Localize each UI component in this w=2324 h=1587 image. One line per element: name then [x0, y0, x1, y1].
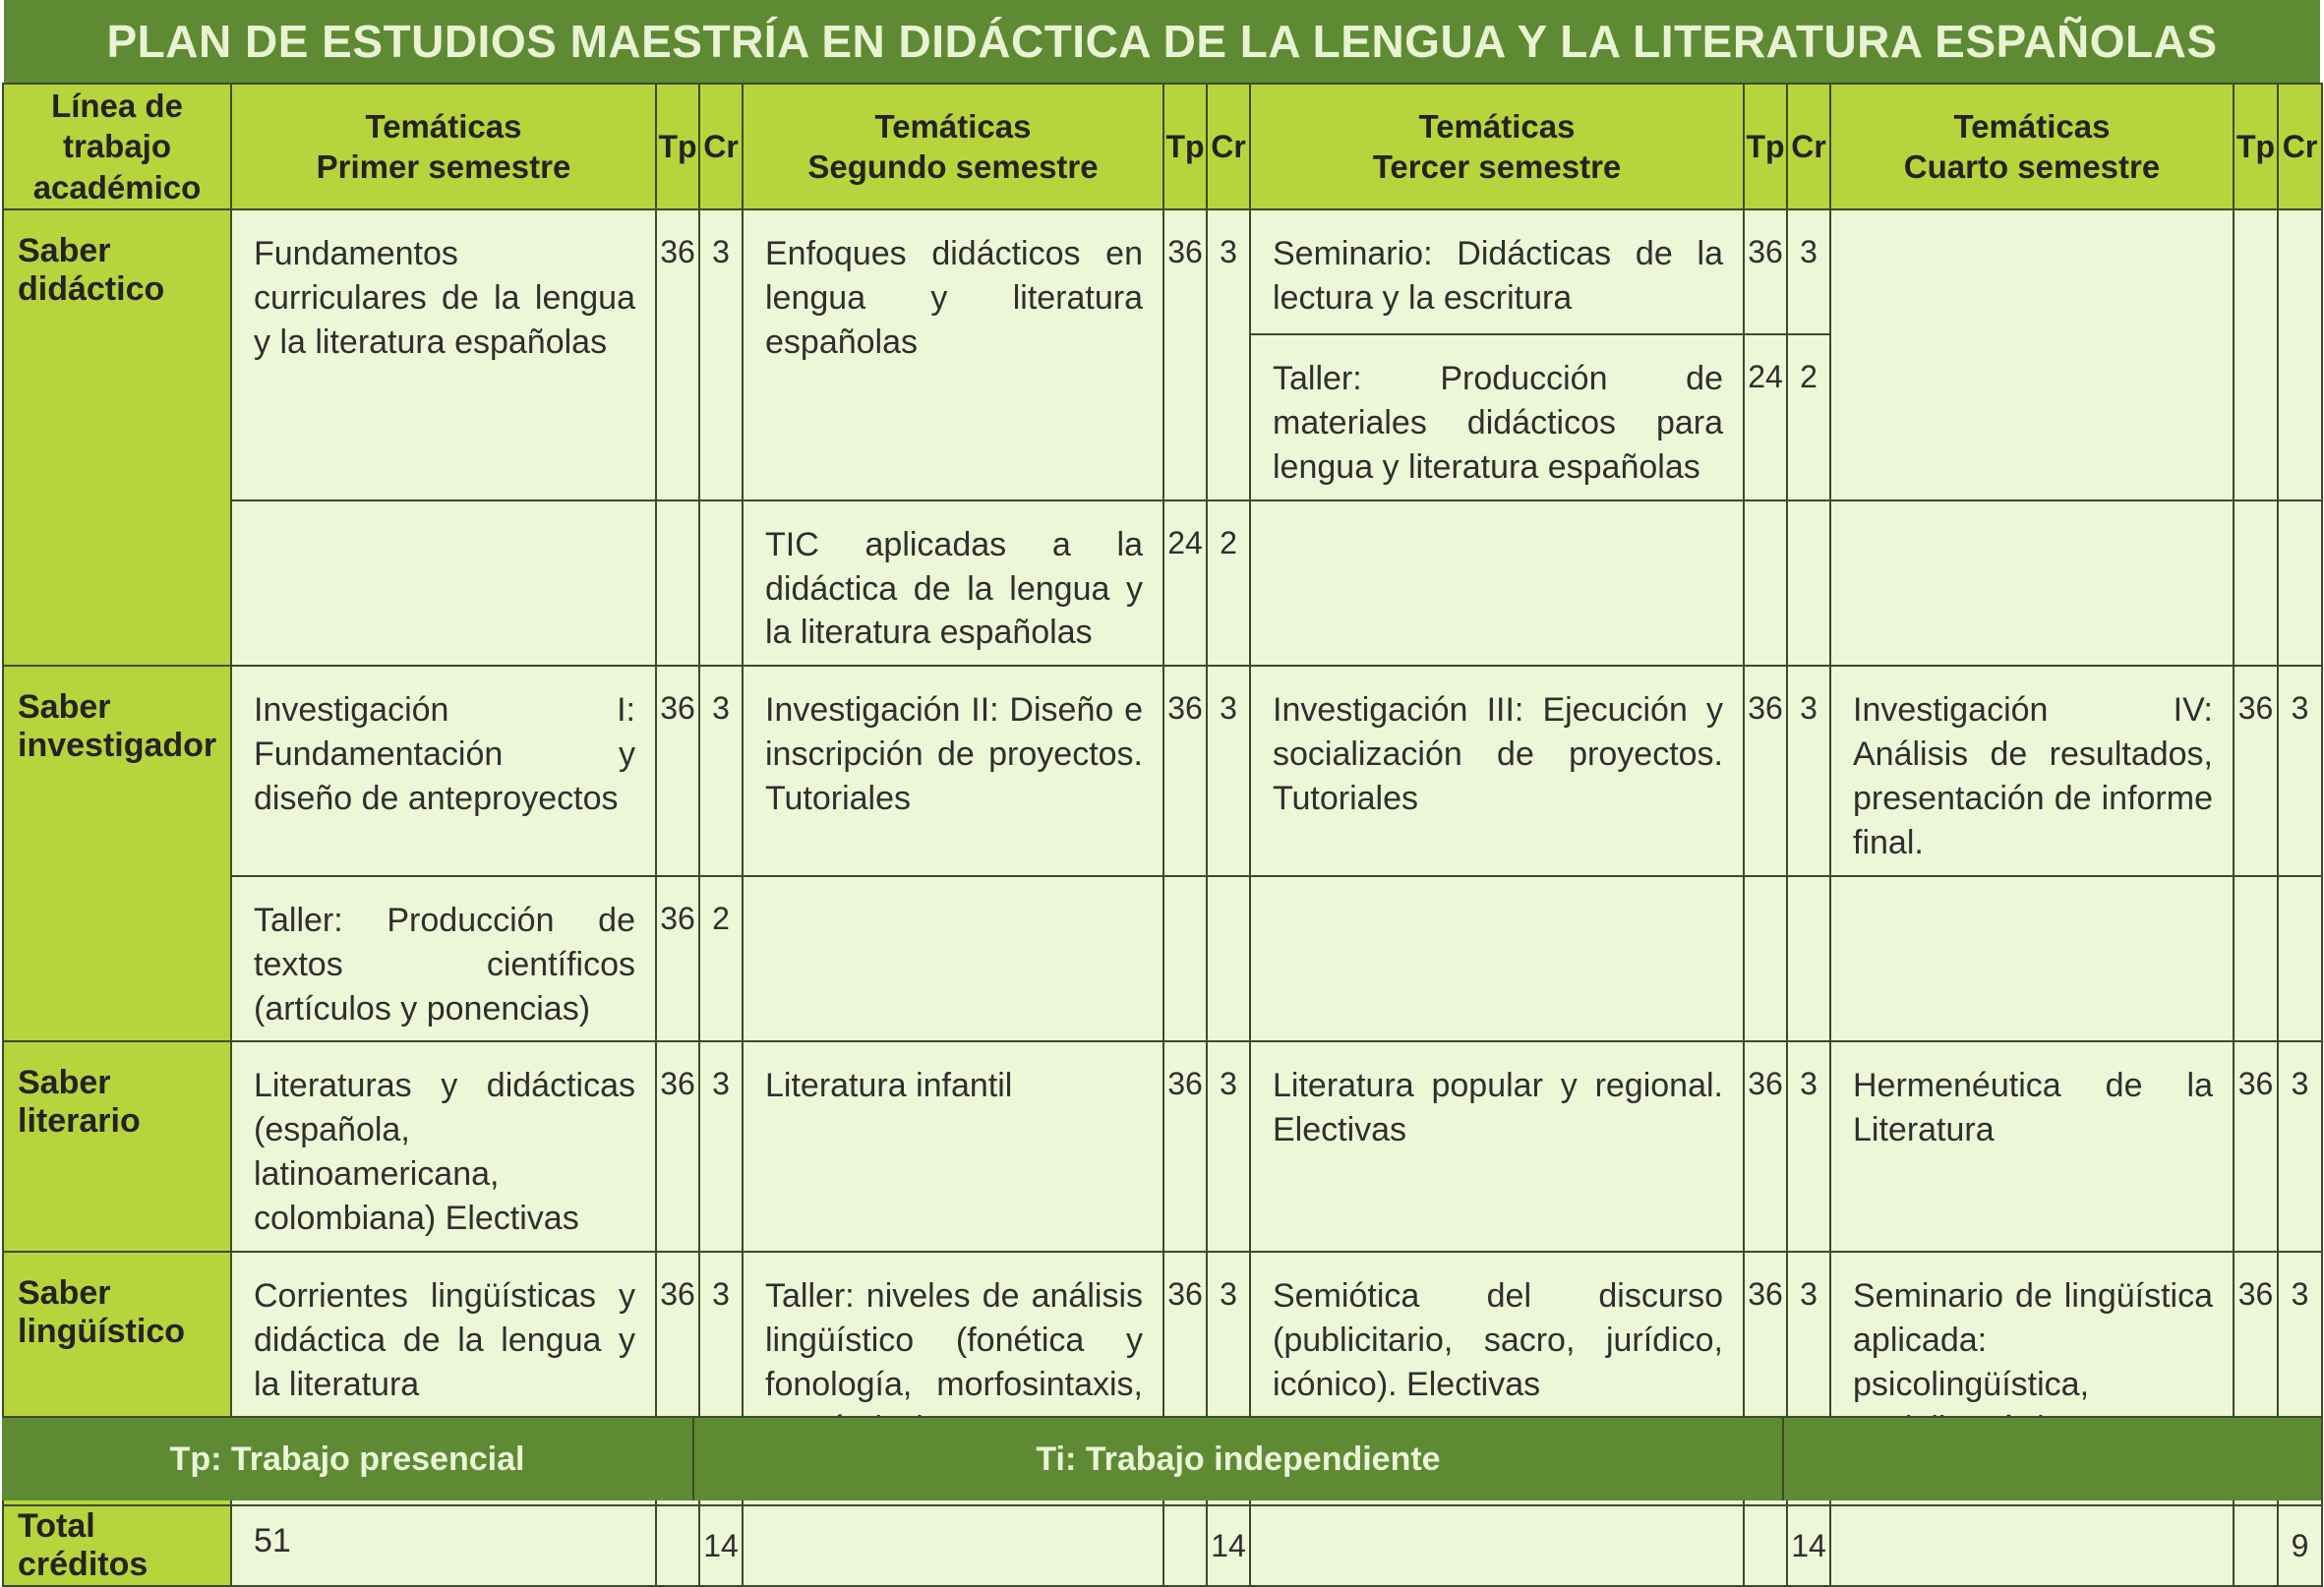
empty-cell	[2234, 500, 2278, 667]
header-tp: Tp	[1163, 84, 1207, 209]
total-cr-cell: 14	[1787, 1505, 1830, 1586]
tp-cell: 36	[656, 209, 699, 500]
cr-cell: 3	[1787, 666, 1830, 876]
empty-cell	[1163, 876, 1207, 1042]
tp-cell: 36	[2234, 1252, 2278, 1505]
total-value: 51	[231, 1505, 656, 1586]
topic-cell: Taller: Producción de textos científicos (artículos y ponencias)	[231, 876, 656, 1042]
empty-cell	[1163, 1505, 1207, 1586]
cr-cell: 3	[699, 1252, 743, 1505]
line-investigador: Saber investigador	[3, 666, 231, 1041]
empty-cell	[1744, 1505, 1787, 1586]
line-literario: Saber literario	[3, 1041, 231, 1252]
header-semester-3-label: Temáticas	[1418, 107, 1576, 145]
empty-cell	[2234, 1505, 2278, 1586]
empty-cell	[1830, 876, 2234, 1042]
header-cr: Cr	[699, 84, 743, 209]
empty-cell	[2234, 209, 2278, 500]
cr-cell: 3	[699, 209, 743, 500]
empty-cell	[743, 876, 1163, 1042]
tp-cell: 36	[1744, 1041, 1787, 1252]
cr-cell: 3	[1207, 666, 1250, 876]
empty-cell	[1830, 209, 2234, 500]
empty-cell	[1787, 876, 1830, 1042]
header-cr: Cr	[2278, 84, 2322, 209]
cr-cell: 3	[1787, 209, 1830, 334]
tp-cell: 36	[1744, 1252, 1787, 1505]
cr-cell: 3	[1787, 1041, 1830, 1252]
tp-cell: 24	[1744, 334, 1787, 500]
topic-cell: Investigación I: Fundamentación y diseño de anteproyectos	[231, 666, 656, 876]
empty-cell	[1250, 876, 1744, 1042]
tp-cell: 36	[2234, 1041, 2278, 1252]
cr-cell: 3	[1207, 1041, 1250, 1252]
tp-cell: 36	[656, 1252, 699, 1505]
header-tp: Tp	[2234, 84, 2278, 209]
header-tp: Tp	[656, 84, 699, 209]
header-line: Línea de trabajo académico	[3, 84, 231, 209]
tp-cell: 36	[1163, 1252, 1207, 1505]
header-cr: Cr	[1207, 84, 1250, 209]
tp-cell: 36	[1744, 666, 1787, 876]
page-title	[4, 0, 2320, 83]
tp-cell: 36	[1163, 666, 1207, 876]
cr-cell: 3	[2278, 1252, 2322, 1505]
legend-empty	[1784, 1418, 2321, 1500]
topic-cell: Corrientes lingüísticas y didáctica de la lengua y la literatura	[231, 1252, 656, 1505]
topic-cell: Investigación III: Ejecución y socialización de proyectos. Tutoriales	[1250, 666, 1744, 876]
curriculum-table	[2, 83, 2323, 1587]
empty-cell	[1787, 500, 1830, 667]
topic-cell: Taller: niveles de análisis lingüístico (fonética y fonología, morfosintaxis,	[743, 1252, 1163, 1505]
empty-cell	[656, 500, 699, 667]
table-row	[3, 1041, 2322, 1252]
empty-cell	[1744, 500, 1787, 667]
topic-cell: Literatura infantil	[743, 1041, 1163, 1252]
cr-cell: 2	[699, 876, 743, 1042]
cr-cell: 3	[699, 666, 743, 876]
header-row	[3, 84, 2322, 209]
tp-cell: 36	[1744, 209, 1787, 334]
header-semester-1	[231, 84, 656, 209]
cr-cell: 3	[699, 1041, 743, 1252]
topic-cell: Taller: Producción de materiales didácticos para lengua y literatura españolas	[1250, 334, 1744, 500]
tp-cell: 24	[1163, 500, 1207, 667]
header-semester-4-label: Temáticas	[1953, 107, 2111, 145]
empty-cell	[743, 1505, 1163, 1586]
page-title-text: PLAN DE ESTUDIOS MAESTRÍA EN DIDÁCTICA DE LA LENGUA Y LA LITERATURA ESPAÑOLAS	[106, 16, 2218, 67]
header-semester-1-label: Temáticas	[365, 107, 522, 145]
topic-cell: Investigación II: Diseño e inscripción de proyectos. Tutoriales	[743, 666, 1163, 876]
empty-cell	[2278, 209, 2322, 500]
header-semester-4	[1830, 84, 2234, 209]
cr-cell: 3	[2278, 1041, 2322, 1252]
table-row	[3, 500, 2322, 667]
empty-cell	[2234, 876, 2278, 1042]
topic-cell: Semiótica del discurso (publicitario, sacro, jurídico, icónico). Electivas	[1250, 1252, 1744, 1505]
empty-cell	[2278, 500, 2322, 667]
topic-cell: Seminario: Didácticas de la lectura y la escritura	[1250, 209, 1744, 334]
total-cr-cell: 14	[699, 1505, 743, 1586]
empty-cell	[1744, 876, 1787, 1042]
empty-cell	[1250, 500, 1744, 667]
topic-cell: Investigación IV: Análisis de resultados, presentación de informe final.	[1830, 666, 2234, 876]
line-total: Total créditos	[3, 1505, 231, 1586]
table-row	[3, 666, 2322, 876]
empty-cell	[1830, 500, 2234, 667]
total-cr-cell: 14	[1207, 1505, 1250, 1586]
empty-cell	[1207, 876, 1250, 1042]
topic-cell: Literatura popular y regional. Electivas	[1250, 1041, 1744, 1252]
table-row	[3, 209, 2322, 334]
topic-cell: Literaturas y didácticas (española, latinoamericana, colombiana) Electivas	[231, 1041, 656, 1252]
tp-cell: 36	[1163, 1041, 1207, 1252]
tp-cell: 36	[656, 1041, 699, 1252]
table-row	[3, 876, 2322, 1042]
line-didactico: Saber didáctico	[3, 209, 231, 666]
cr-cell: 3	[1787, 1252, 1830, 1505]
header-semester-4-name: Cuarto semestre	[1903, 148, 2161, 185]
total-row	[3, 1505, 2322, 1586]
cr-cell: 2	[1787, 334, 1830, 500]
header-semester-3-name: Tercer semestre	[1372, 148, 1622, 185]
cr-cell: 3	[2278, 666, 2322, 876]
tp-cell: 36	[656, 666, 699, 876]
empty-cell	[1830, 1505, 2234, 1586]
topic-cell: Seminario de lingüística aplicada: psicolingüística,	[1830, 1252, 2234, 1505]
empty-cell	[656, 1505, 699, 1586]
empty-cell	[231, 500, 656, 667]
cr-cell: 3	[1207, 1252, 1250, 1505]
line-linguistico: Saber lingüístico	[3, 1252, 231, 1505]
tp-cell: 36	[2234, 666, 2278, 876]
cr-cell: 3	[1207, 209, 1250, 500]
topic-cell: Hermenéutica de la Literatura	[1830, 1041, 2234, 1252]
topic-cell: Fundamentos curriculares de la lengua y la literatura españolas	[231, 209, 656, 500]
tp-cell: 36	[1163, 209, 1207, 500]
header-semester-1-name: Primer semestre	[316, 148, 571, 185]
legend-ti: Ti: Trabajo independiente	[694, 1418, 1784, 1500]
header-semester-2-name: Segundo semestre	[807, 148, 1099, 185]
cr-cell: 2	[1207, 500, 1250, 667]
empty-cell	[699, 500, 743, 667]
topic-cell: Enfoques didácticos en lengua y literatura españolas	[743, 209, 1163, 500]
topic-cell: TIC aplicadas a la didáctica de la lengua y la literatura españolas	[743, 500, 1163, 667]
header-semester-2	[743, 84, 1163, 209]
header-cr: Cr	[1787, 84, 1830, 209]
legend-footer	[2, 1416, 2321, 1500]
tp-cell: 36	[656, 876, 699, 1042]
header-tp: Tp	[1744, 84, 1787, 209]
header-semester-3	[1250, 84, 1744, 209]
empty-cell	[2278, 876, 2322, 1042]
empty-cell	[1250, 1505, 1744, 1586]
header-semester-2-label: Temáticas	[874, 107, 1032, 145]
total-cr-cell: 9	[2278, 1505, 2322, 1586]
legend-tp: Tp: Trabajo presencial	[2, 1418, 694, 1500]
